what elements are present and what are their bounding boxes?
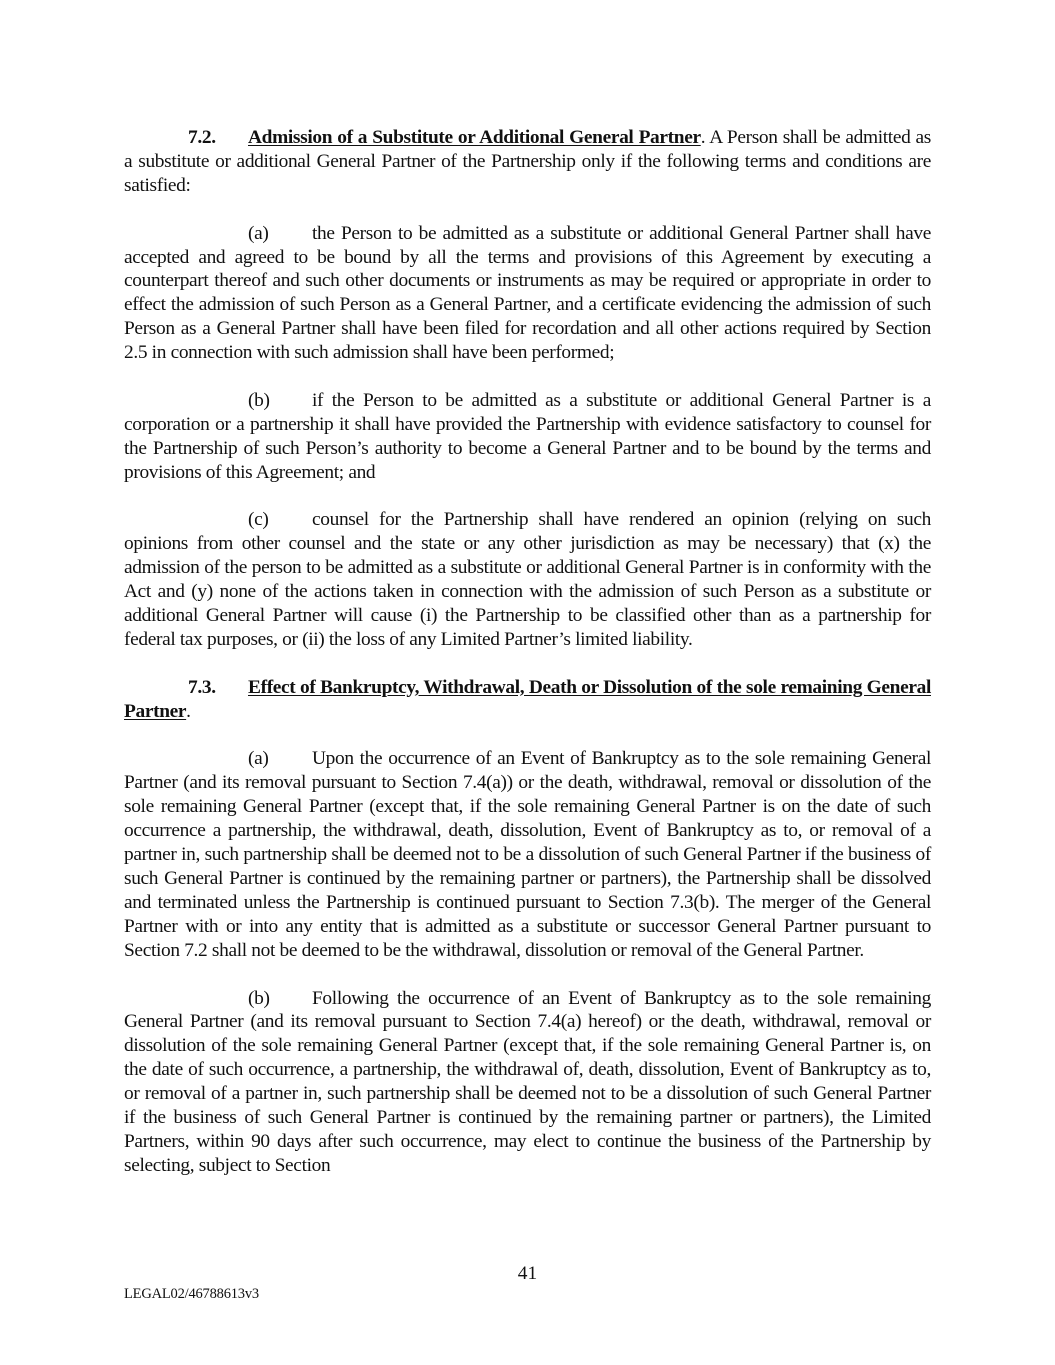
subsection-label: (b) bbox=[248, 389, 270, 411]
section-heading: Effect of Bankruptcy, Withdrawal, Death or Dissolution of the sole remaining General Partner bbox=[124, 676, 931, 722]
subsection-7-2-b bbox=[124, 389, 931, 485]
subsection-label: (a) bbox=[248, 222, 269, 244]
subsection-7-3-b bbox=[124, 987, 931, 1178]
subsection-7-3-a bbox=[124, 747, 931, 962]
subsection-text: counsel for the Partnership shall have rendered an opinion (relying on such opinions from other counsel and the state or any other jurisdiction as may be necessary) that (x) the admission of the person to be admitted as a substitute or additional General Partner is in conformity with the Act and (y) none of the actions taken in connection with the admission of such Person as a substitute or additional General Partner will cause (i) the Partnership to be classified other than as a partnership for federal tax purposes, or (ii) the loss of any Limited Partner’s limited liability. bbox=[124, 509, 931, 650]
subsection-text: the Person to be admitted as a substitute or additional General Partner shall have accepted and agreed to be bound by all the terms and provisions of this Agreement by executing a counterpart thereof and such other documents or instruments as may be required or appropriate in order to effect the admission of such Person as a General Partner, and a certificate evidencing the admission of such Person as a General Partner shall have been filed for recordation and all other actions required by Section 2.5 in connection with such admission shall have been performed; bbox=[124, 222, 931, 364]
subsection-7-2-c bbox=[124, 508, 931, 651]
section-heading: Admission of a Substitute or Additional General Partner bbox=[248, 127, 701, 148]
document-page bbox=[124, 126, 931, 1178]
subsection-text: if the Person to be admitted as a substitute or additional General Partner is a corporation or a partnership it shall have provided the Partnership with evidence satisfactory to counsel for the Partnership of such Person’s authority to become a General Partner and to be bound by the terms and provisions of this Agreement; and bbox=[124, 389, 931, 483]
document-id: LEGAL02/46788613v3 bbox=[124, 1286, 259, 1302]
subsection-label: (a) bbox=[248, 748, 269, 770]
subsection-7-2-a bbox=[124, 222, 931, 365]
subsection-text: Upon the occurrence of an Event of Bankruptcy as to the sole remaining General Partner (and its removal pursuant to Section 7.4(a)) or the death, withdrawal, removal or dissolution of the sole remaining General Partner (except that, if the sole remaining General Partner is on the date of such occurrence a partnership, the withdrawal, death, dissolution, Event of Bankruptcy as to, or removal of a partner in, such partnership shall be deemed not to be a dissolution of such General Partner if the business of such General Partner is continued by the remaining partner or partners), the Partnership shall be dissolved and terminated unless the Partnership is continued pursuant to Section 7.3(b). The merger of the General Partner with or into any entity that is admitted as a substitute or successor General Partner pursuant to Section 7.2 shall not be deemed to be the withdrawal, dissolution or removal of the General Partner. bbox=[124, 748, 931, 961]
section-7-2 bbox=[124, 126, 931, 198]
page-number: 41 bbox=[517, 1263, 538, 1284]
subsection-text: Following the occurrence of an Event of Bankruptcy as to the sole remaining General Partner (and its removal pursuant to Section 7.4(a) hereof) or the death, withdrawal, removal or dissolution of the sole remaining General Partner (except that, if the sole remaining General Partner is, on the date of such occurrence, a partnership, the withdrawal of, death, dissolution, Event of Bankruptcy as to, or removal of a partner in, such partnership shall be deemed not to be a dissolution of such General Partner if the business of such General Partner is continued by the remaining partner or partners), the Limited Partners, within 90 days after such occurrence, may elect to continue the business of the Partnership by selecting, subject to Section bbox=[124, 987, 931, 1176]
section-7-3 bbox=[124, 676, 931, 724]
section-number: 7.2. bbox=[188, 127, 216, 148]
section-number: 7.3. bbox=[188, 676, 216, 698]
subsection-label: (c) bbox=[248, 509, 269, 531]
subsection-label: (b) bbox=[248, 987, 270, 1009]
section-intro: . A Person shall be admitted as a substitute or additional General Partner of the Partnership only if the following terms and conditions are satisfied: bbox=[124, 127, 932, 196]
section-intro: . bbox=[186, 700, 191, 722]
